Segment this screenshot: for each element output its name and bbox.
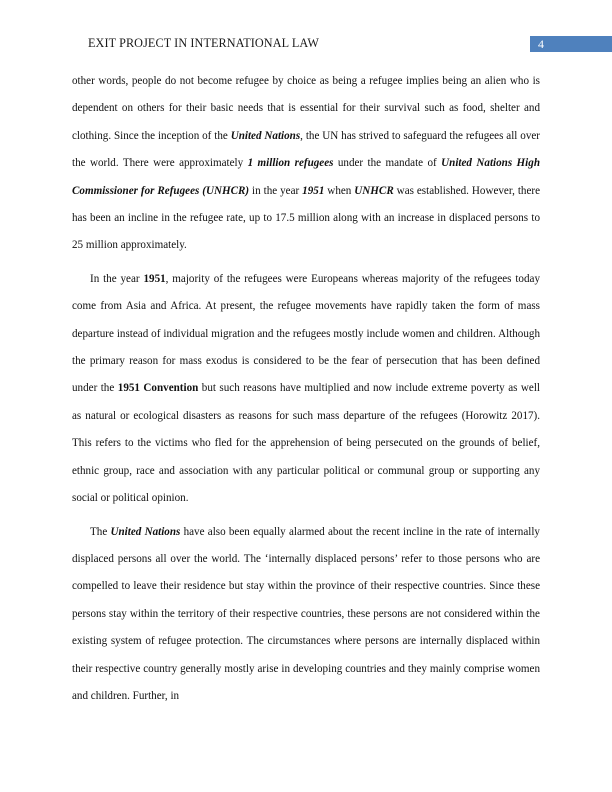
emphasis-unhcr: UNHCR bbox=[354, 184, 394, 197]
page-number-box bbox=[530, 36, 612, 52]
paragraph-3 bbox=[72, 519, 540, 711]
text-run: when bbox=[324, 184, 355, 197]
emphasis-unhcr-full: United Nations High Commissioner for Refugees (UNHCR) bbox=[72, 157, 540, 197]
text-run: , the UN has strived to safeguard the refugees all over the world. There were approximately bbox=[72, 129, 540, 170]
paragraph-1 bbox=[72, 68, 540, 260]
text-run: The bbox=[90, 525, 111, 538]
text-run: have also been equally alarmed about the recent incline in the rate of internally displaced persons all over the world. The ‘internally displaced persons’ refer to those persons who are compelled to leave their residence but stay within the province of their respective countries. Since these persons stay within the territory of their respective countries, these persons are not considered within the existing system of refugee protection. The circumstances where persons are internally displaced within their respective country generally mostly arise in developing countries and they mainly comprise women and children. Further, in bbox=[72, 525, 540, 702]
header-title: EXIT PROJECT IN INTERNATIONAL LAW bbox=[88, 36, 319, 50]
page-header bbox=[0, 32, 612, 52]
text-run: but such reasons have multiplied and now include extreme poverty as well as natural or ecological disasters as reasons for such mass departure of the refugees (Horowitz 2017). This refers to the victims who fled for the apprehension of being persecuted on the grounds of belief, ethnic group, race and association with any particular political or communal group or supporting any social or political opinion. bbox=[72, 382, 541, 505]
body-text bbox=[72, 68, 540, 716]
text-run: In the year bbox=[90, 272, 144, 285]
emphasis-united-nations: United Nations bbox=[110, 525, 181, 538]
emphasis-1951: 1951 bbox=[302, 184, 325, 197]
emphasis-1-million-refugees: 1 million refugees bbox=[247, 157, 334, 170]
text-run: under the mandate of bbox=[333, 157, 442, 170]
page-number: 4 bbox=[538, 37, 544, 51]
bold-1951-convention: 1951 Convention bbox=[117, 382, 199, 395]
text-run: , majority of the refugees were Europeans whereas majority of the refugees today come from Asia and Africa. At present, the refugee movements have rapidly taken the form of mass departure instead of individual migration and the refugees mostly include women and children. Although the primary reason for mass exodus is considered to be the fear of persecution that has been defined under the bbox=[72, 272, 540, 395]
text-run: was established. However, there has been an incline in the refugee rate, up to 17.5 million along with an increase in displaced persons to 25 million approximately. bbox=[72, 184, 540, 252]
bold-1951: 1951 bbox=[143, 272, 166, 285]
text-run: other words, people do not become refugee by choice as being a refugee implies being an alien who is dependent on others for their basic needs that is essential for their survival such as food, shelter and clothing. Since the inception of the bbox=[72, 75, 540, 142]
emphasis-united-nations: United Nations bbox=[230, 129, 301, 142]
text-run: in the year bbox=[249, 184, 303, 197]
paragraph-2 bbox=[72, 266, 540, 513]
